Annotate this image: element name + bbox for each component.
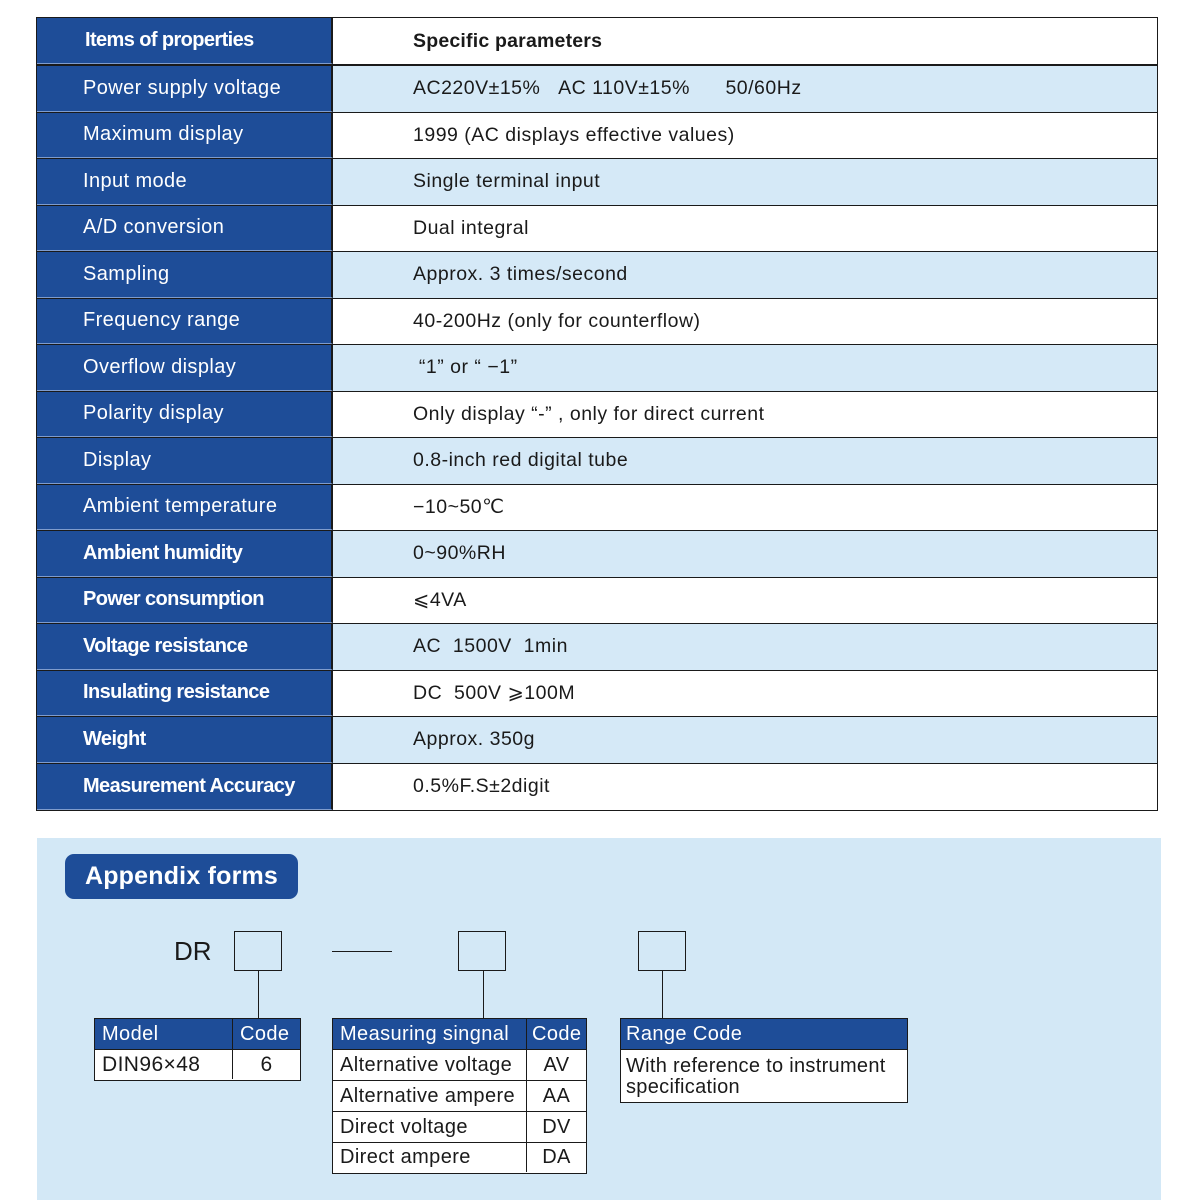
spec-row (37, 717, 1157, 764)
spec-key: Weight (37, 717, 333, 763)
model-prefix: DR (174, 936, 212, 966)
spec-value: Single terminal input (333, 159, 1157, 205)
spec-key: Sampling (37, 252, 333, 298)
signal-code: AA (526, 1081, 586, 1111)
spec-row (37, 671, 1157, 718)
signal-name: Direct ampere (340, 1146, 471, 1168)
spec-row (37, 485, 1157, 532)
spec-key: Input mode (37, 159, 333, 205)
range-table (620, 1018, 908, 1103)
spec-row (37, 159, 1157, 206)
signal-name: Alternative voltage (340, 1053, 513, 1076)
spec-value: 0~90%RH (333, 531, 1157, 577)
connector-line (662, 971, 663, 1019)
spec-value: 0.5%F.S±2digit (333, 764, 1157, 811)
code-header: Code (232, 1019, 300, 1049)
spec-key: Ambient humidity (37, 531, 333, 577)
signal-code: AV (526, 1050, 586, 1080)
signal-table-row (333, 1111, 586, 1142)
spec-key: Power consumption (37, 578, 333, 624)
model-value: DIN96×48 (102, 1052, 201, 1076)
spec-value: “1” or “ −1” (333, 345, 1157, 391)
spec-value: Only display “-” , only for direct current (333, 392, 1157, 438)
spec-key: Polarity display (37, 392, 333, 438)
range-table-header (621, 1019, 907, 1049)
connector-line (258, 971, 259, 1019)
spec-value: Approx. 3 times/second (333, 252, 1157, 298)
spec-value: DC 500V ⩾100M (333, 671, 1157, 717)
spec-value: 1999 (AC displays effective values) (333, 113, 1157, 159)
spec-row (37, 345, 1157, 392)
appendix-section (37, 838, 1161, 1200)
model-table-row (95, 1049, 300, 1079)
signal-table-header (333, 1019, 586, 1049)
model-table-header (95, 1019, 300, 1049)
spec-value: ⩽4VA (333, 578, 1157, 624)
signal-name: Alternative ampere (340, 1084, 516, 1107)
spec-row (37, 66, 1157, 113)
spec-row (37, 578, 1157, 625)
appendix-title: Appendix forms (65, 854, 298, 899)
spec-key: Display (37, 438, 333, 484)
spec-row (37, 113, 1157, 160)
signal-header: Measuring singnal (333, 1019, 526, 1049)
spec-row (37, 206, 1157, 253)
spec-row (37, 764, 1157, 811)
spec-row (37, 299, 1157, 346)
signal-code: DV (526, 1112, 586, 1142)
model-code-box (234, 931, 282, 971)
spec-value: AC220V±15% AC 110V±15% 50/60Hz (333, 66, 1157, 112)
model-table (94, 1018, 301, 1081)
spec-row (37, 392, 1157, 439)
signal-code: DA (526, 1143, 586, 1172)
spec-value: 40-200Hz (only for counterflow) (333, 299, 1157, 345)
range-code-box (638, 931, 686, 971)
range-description-line2: specification (626, 1076, 740, 1098)
specification-table (36, 17, 1158, 811)
spec-value: 0.8-inch red digital tube (333, 438, 1157, 484)
header-key: Items of properties (37, 18, 333, 64)
spec-key: Measurement Accuracy (37, 764, 333, 811)
range-header: Range Code (621, 1019, 907, 1049)
range-desc-line (621, 1049, 907, 1076)
model-header: Model (95, 1019, 232, 1049)
spec-key: Ambient temperature (37, 485, 333, 531)
spec-value: AC 1500V 1min (333, 624, 1157, 670)
range-desc-line (621, 1076, 907, 1100)
spec-row (37, 624, 1157, 671)
spec-key: Frequency range (37, 299, 333, 345)
spec-value: Approx. 350g (333, 717, 1157, 763)
spec-key: Insulating resistance (37, 671, 333, 717)
spec-row (37, 438, 1157, 485)
spec-key: Voltage resistance (37, 624, 333, 670)
spec-key: A/D conversion (37, 206, 333, 252)
connector-line (483, 971, 484, 1018)
spec-value: −10~50℃ (333, 485, 1157, 531)
signal-name: Direct voltage (340, 1115, 468, 1138)
signal-table-row (333, 1142, 586, 1172)
spec-key: Maximum display (37, 113, 333, 159)
model-code-value: 6 (232, 1050, 300, 1079)
header-value: Specific parameters (333, 18, 1157, 64)
range-description-line1: With reference to instrument (626, 1054, 886, 1077)
signal-code-header: Code (526, 1019, 586, 1049)
spec-value: Dual integral (333, 206, 1157, 252)
spec-table-header (37, 18, 1157, 66)
spec-key: Power supply voltage (37, 66, 333, 112)
signal-code-box (458, 931, 506, 971)
spec-key: Overflow display (37, 345, 333, 391)
signal-table-row (333, 1049, 586, 1080)
spec-row (37, 252, 1157, 299)
signal-table-row (333, 1080, 586, 1111)
signal-table (332, 1018, 587, 1174)
separator-dash (332, 951, 392, 952)
spec-row (37, 531, 1157, 578)
